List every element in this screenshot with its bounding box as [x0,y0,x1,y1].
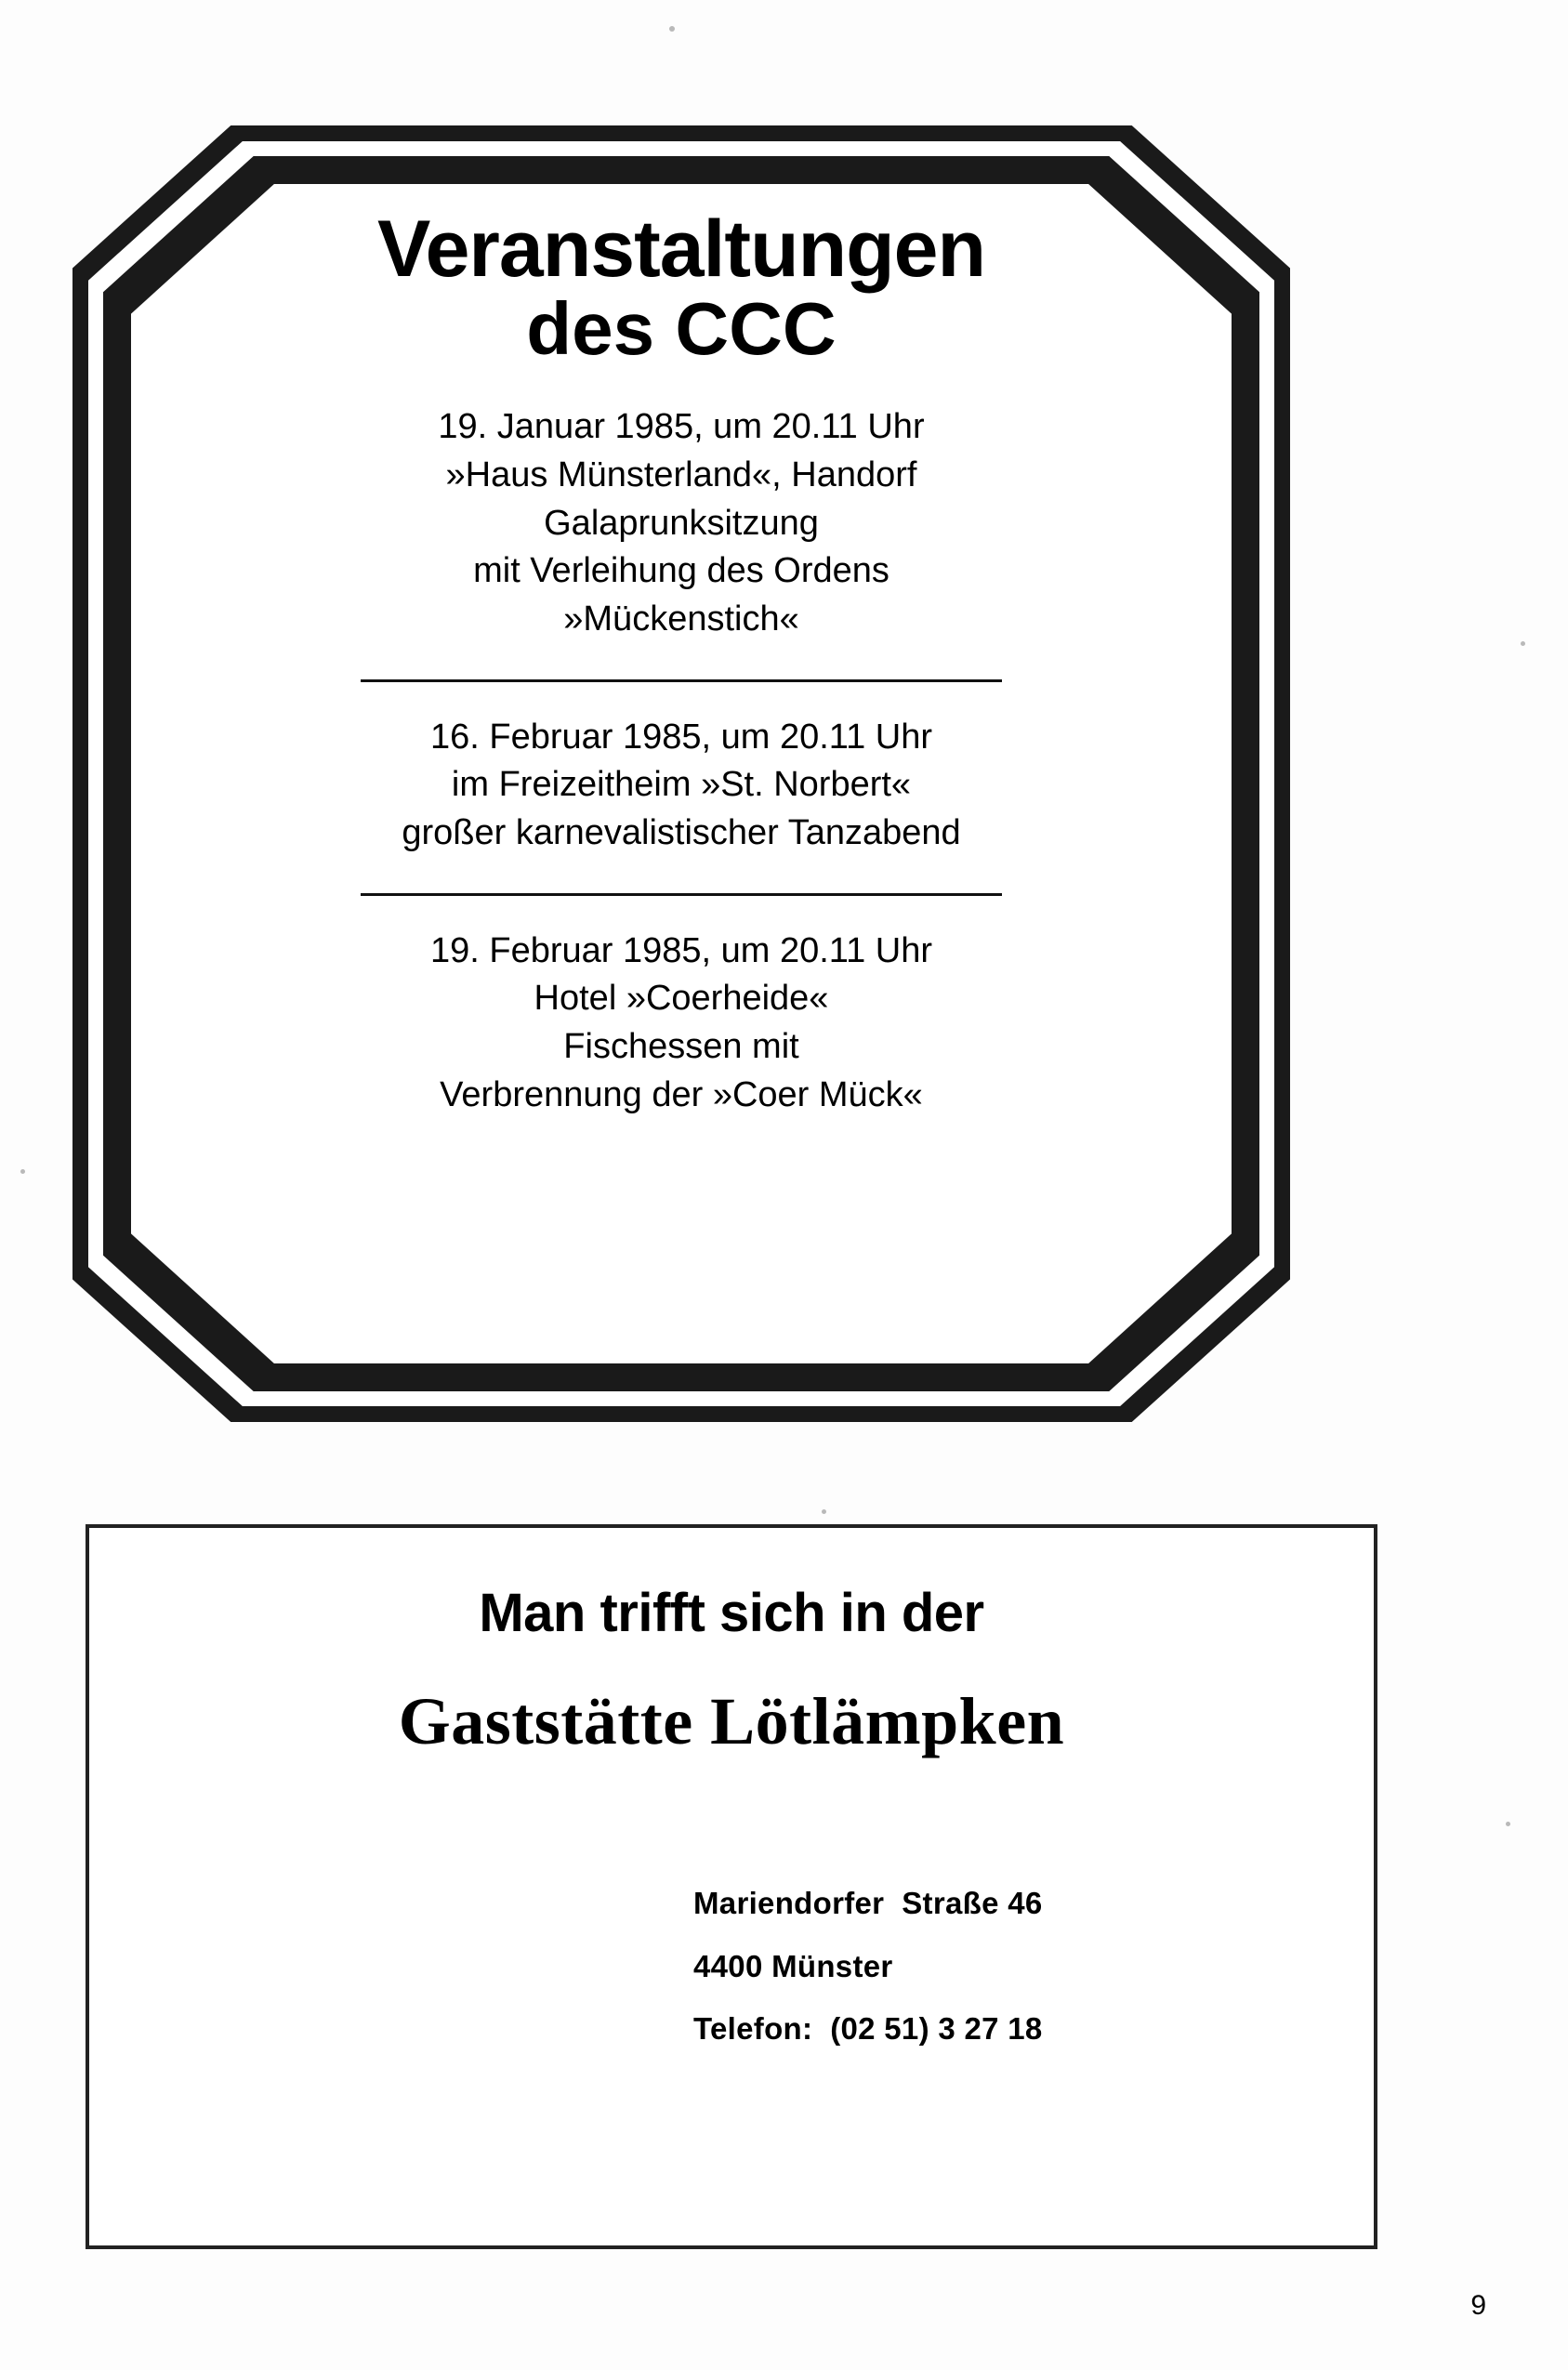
page-number: 9 [1470,2290,1486,2321]
event-line: Verbrennung der »Coer Mück« [440,1074,923,1114]
advertisement-box [86,1524,1377,2249]
event-item [184,714,1179,858]
events-content [184,204,1179,1119]
advert-business-name: Gaststätte Lötlämpken [398,1684,1065,1758]
scan-speck [1521,641,1525,646]
events-title-line1: Veranstaltungen [376,204,986,294]
advert-street: Mariendorfer Straße 46 [693,1886,1043,1920]
event-line: Hotel »Coerheide« [534,979,829,1019]
scan-speck [20,1169,25,1174]
event-item [184,403,1179,643]
scan-speck [1506,1822,1510,1826]
events-octagon-frame [72,125,1290,1422]
advert-address [89,1872,1374,2061]
event-line: Fischessen mit [563,1027,799,1067]
advert-city: 4400 Münster [693,1948,893,1983]
advert-phone: Telefon: (02 51) 3 27 18 [693,2011,1043,2047]
events-title [184,204,1179,370]
scan-speck [669,26,675,32]
scan-speck [822,1509,826,1514]
event-item [184,928,1179,1120]
advert-tagline: Man trifft sich in der [479,1583,984,1643]
event-line: Galaprunksitzung [544,503,819,543]
event-line: 19. Februar 1985, um 20.11 Uhr [429,930,933,970]
event-line: »Haus Münsterland«, Handorf [445,454,917,494]
event-line: großer karnevalistischer Tanzabend [402,813,961,853]
event-line: 16. Februar 1985, um 20.11 Uhr [429,717,933,757]
events-list [184,403,1179,1119]
event-line: 19. Januar 1985, um 20.11 Uhr [438,407,925,447]
event-line: mit Verleihung des Ordens [473,551,889,591]
event-line: »Mückenstich« [563,599,799,639]
event-divider [361,679,1002,682]
event-divider [361,893,1002,896]
event-line: im Freizeitheim »St. Norbert« [451,765,912,805]
events-title-line2: des CCC [526,286,837,370]
